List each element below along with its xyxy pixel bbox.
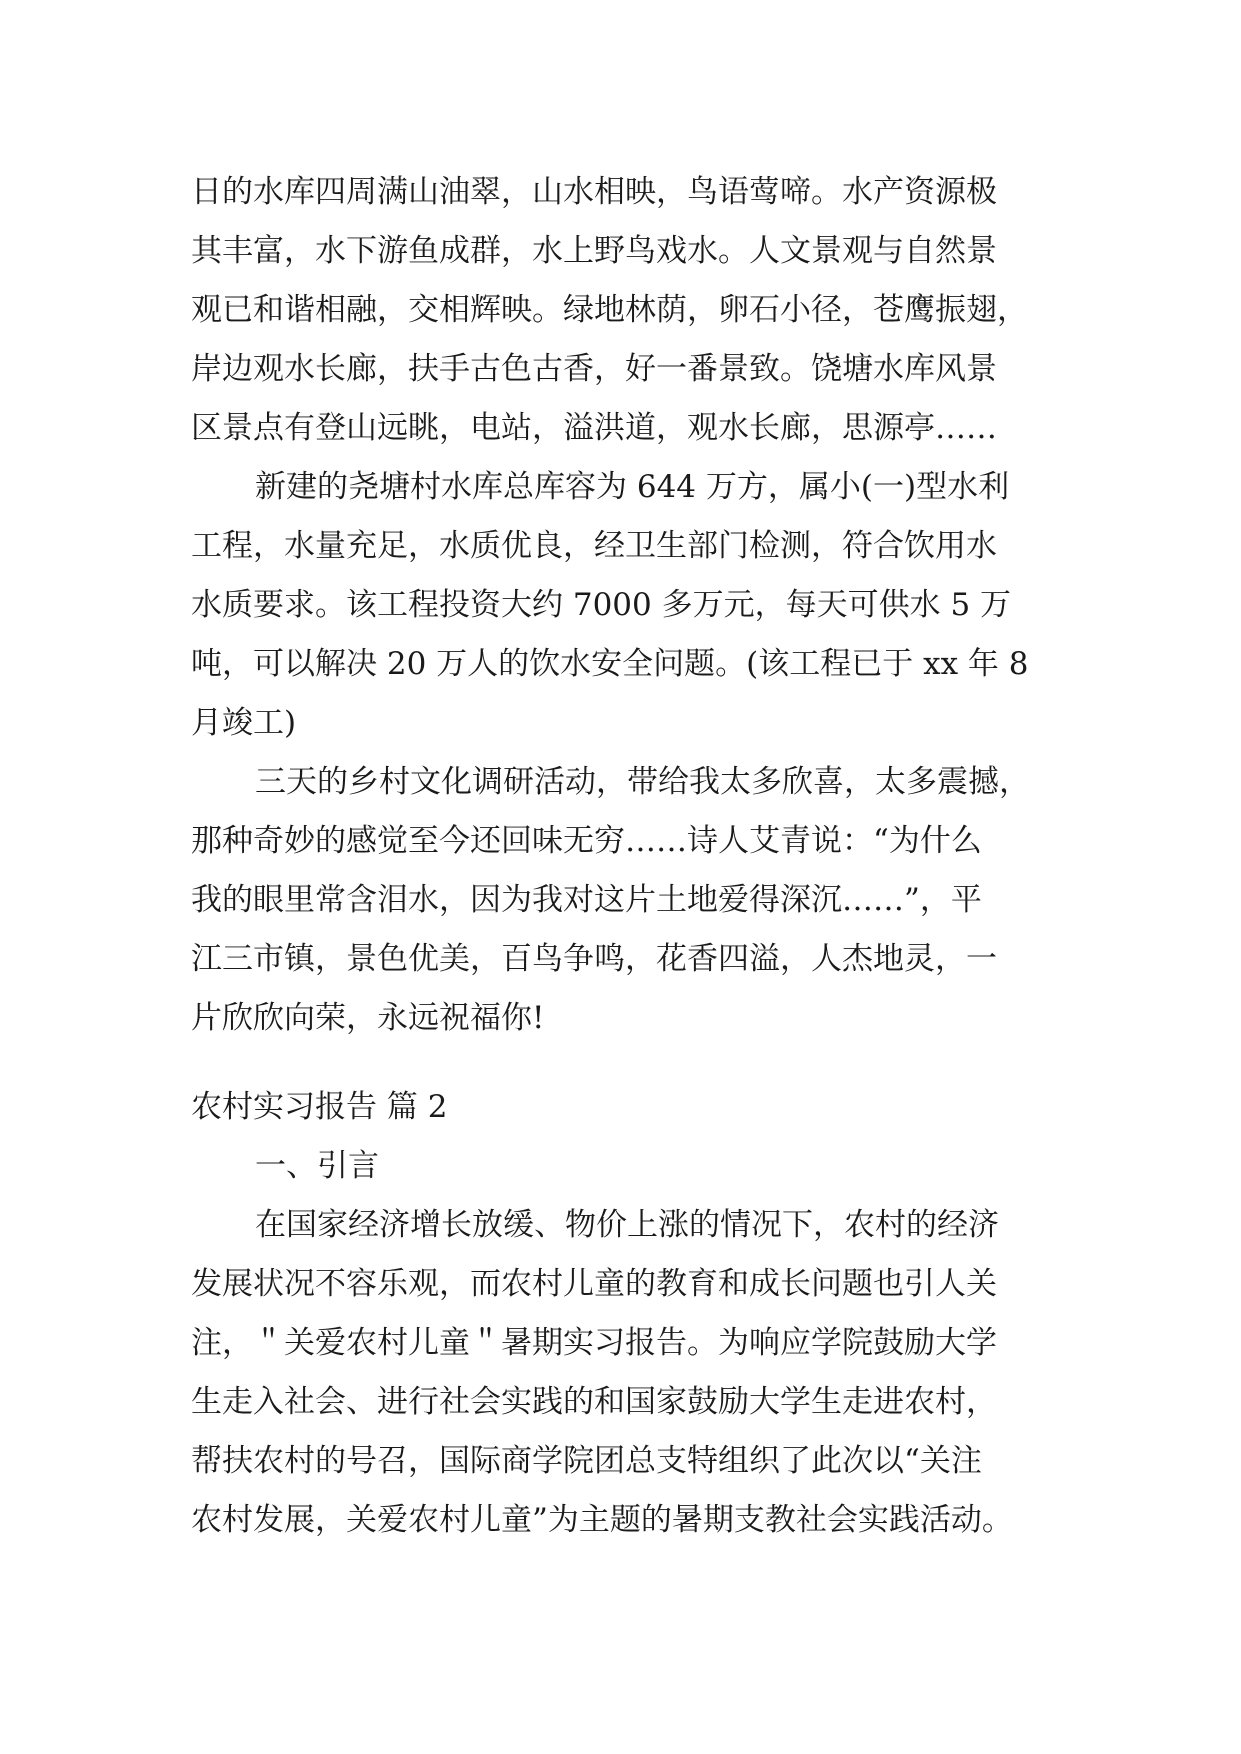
text-line: 新建的尧塘村水库总库容为 644 万方，属小(一)型水利 — [255, 469, 1010, 505]
text-line: 吨，可以解决 20 万人的饮水安全问题。(该工程已于 xx 年 8 — [191, 646, 1029, 682]
text-line: 工程，水量充足，水质优良，经卫生部门检测，符合饮用水 — [191, 528, 997, 564]
text-line: 片欣欣向荣，永远祝福你! — [191, 1000, 545, 1036]
text-line: 注，＂关爱农村儿童＂暑期实习报告。为响应学院鼓励大学 — [191, 1325, 997, 1361]
text-line: 区景点有登山远眺，电站，溢洪道，观水长廊，思源亭…… — [191, 410, 997, 446]
text-line: 在国家经济增长放缓、物价上涨的情况下，农村的经济 — [255, 1207, 999, 1243]
paragraph-reservoir-scenery — [191, 163, 1051, 458]
text-line: 农村发展，关爱农村儿童”为主题的暑期支教社会实践活动。 — [191, 1502, 1013, 1538]
text-line: 发展状况不容乐观，而农村儿童的教育和成长问题也引人关 — [191, 1266, 997, 1302]
text-line: 江三市镇，景色优美，百鸟争鸣，花香四溢，人杰地灵，一 — [191, 941, 997, 977]
text-line: 其丰富，水下游鱼成群，水上野鸟戏水。人文景观与自然景 — [191, 233, 997, 269]
paragraph-research-reflection — [191, 753, 1051, 1048]
text-line: 生走入社会、进行社会实践的和国家鼓励大学生走进农村， — [191, 1384, 997, 1420]
text-line: 日的水库四周满山油翠，山水相映，鸟语莺啼。水产资源极 — [191, 174, 997, 210]
text-line: 那种奇妙的感觉至今还回味无穷……诗人艾青说：“为什么 — [191, 823, 982, 859]
section-title: 农村实习报告 篇 2 — [191, 1089, 448, 1125]
text-line: 观已和谐相融，交相辉映。绿地林荫，卵石小径，苍鹰振翅， — [191, 292, 1028, 328]
paragraph-introduction — [191, 1196, 1051, 1550]
subheading-text: 一、引言 — [255, 1148, 379, 1184]
text-line: 岸边观水长廊，扶手古色古香，好一番景致。饶塘水库风景 — [191, 351, 997, 387]
text-line: 三天的乡村文化调研活动，带给我太多欣喜，太多震撼， — [255, 764, 1030, 800]
paragraph-new-reservoir — [191, 458, 1051, 753]
text-line: 帮扶农村的号召，国际商学院团总支特组织了此次以“关注 — [191, 1443, 982, 1479]
text-line: 我的眼里常含泪水，因为我对这片土地爱得深沉……”，平 — [191, 882, 982, 918]
text-line: 月竣工) — [191, 705, 297, 741]
text-line: 水质要求。该工程投资大约 7000 多万元，每天可供水 5 万 — [191, 587, 1012, 623]
subheading-introduction — [191, 1137, 1051, 1196]
